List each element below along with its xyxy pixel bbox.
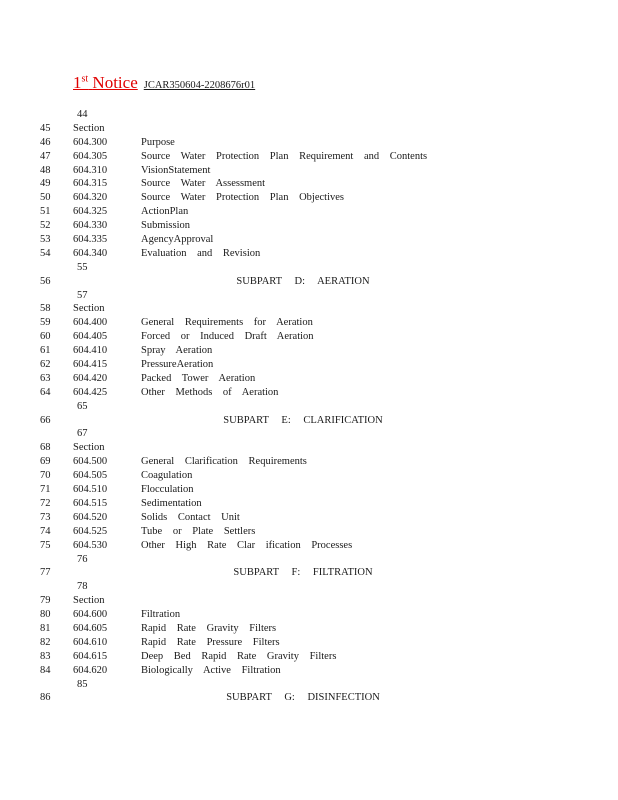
list-item (0, 441, 618, 455)
section-number: 604.405 (73, 331, 108, 343)
section-title: Evaluation and Revision (141, 247, 261, 259)
line-number: 68 (40, 442, 51, 454)
section-title: Submission (141, 220, 191, 232)
section-title: Solids Contact Unit (141, 511, 240, 523)
section-number: 604.510 (73, 484, 108, 496)
list-item (0, 386, 618, 400)
list-item (0, 469, 618, 483)
list-item (0, 261, 618, 275)
section-title: Flocculation (141, 484, 194, 496)
notice-ordinal-suffix: st (81, 73, 89, 85)
line-number: 70 (40, 470, 51, 482)
list-item (0, 414, 618, 428)
list-item (0, 483, 618, 497)
line-number: 84 (40, 664, 51, 676)
section-number: 604.610 (73, 636, 108, 648)
line-number: 74 (40, 525, 51, 537)
subpart-heading: SUBPART D: AERATION (236, 275, 370, 287)
line-number: 69 (40, 456, 51, 468)
section-title: Biologically Active Filtration (141, 664, 281, 676)
line-number: 51 (40, 206, 51, 218)
section-number: 604.420 (73, 372, 108, 384)
list-item (0, 344, 618, 358)
section-number: 604.410 (73, 345, 108, 357)
section-title: Deep Bed Rapid Rate Gravity Filters (141, 650, 337, 662)
line-number: 73 (40, 511, 51, 523)
list-item (0, 650, 618, 664)
section-title: Purpose (141, 136, 175, 148)
section-number: 604.330 (73, 220, 108, 232)
subpart-heading: SUBPART F: FILTRATION (233, 567, 373, 579)
section-number: 604.605 (73, 622, 108, 634)
line-number: 47 (40, 150, 51, 162)
line-number: 58 (40, 303, 51, 315)
line-number: 56 (40, 275, 51, 287)
section-label: Section (73, 122, 105, 134)
line-number: 77 (40, 567, 51, 579)
line-number: 49 (40, 178, 51, 190)
list-item (0, 108, 618, 122)
list-item (0, 358, 618, 372)
section-number: 604.310 (73, 164, 108, 176)
section-title: Other Methods of Aeration (141, 386, 279, 398)
list-item (0, 205, 618, 219)
line-number: 54 (40, 247, 51, 259)
unnumbered-line-number: 57 (77, 289, 88, 301)
line-number: 48 (40, 164, 51, 176)
section-title: PressureAeration (141, 359, 214, 371)
line-number: 45 (40, 122, 51, 134)
list-item (0, 553, 618, 567)
section-title: Source Water Assessment (141, 178, 266, 190)
line-number: 62 (40, 359, 51, 371)
line-number: 71 (40, 484, 51, 496)
list-item (0, 247, 618, 261)
list-item (0, 691, 618, 705)
list-item (0, 191, 618, 205)
subpart-heading: SUBPART E: CLARIFICATION (223, 414, 383, 426)
list-item (0, 608, 618, 622)
list-item (0, 330, 618, 344)
list-item (0, 289, 618, 303)
list-item (0, 316, 618, 330)
list-item (0, 233, 618, 247)
section-number: 604.615 (73, 650, 108, 662)
section-number: 604.600 (73, 609, 108, 621)
document-id: JCAR350604-2208676r01 (143, 80, 256, 91)
section-title: Source Water Protection Plan Requirement and Contents (141, 150, 428, 162)
list-item (0, 664, 618, 678)
unnumbered-line-number: 65 (77, 400, 88, 412)
section-number: 604.320 (73, 192, 108, 204)
line-number: 61 (40, 345, 51, 357)
section-title: Spray Aeration (141, 345, 213, 357)
line-number: 64 (40, 386, 51, 398)
line-number: 75 (40, 539, 51, 551)
line-number: 46 (40, 136, 51, 148)
section-title: Sedimentation (141, 497, 202, 509)
unnumbered-line-number: 55 (77, 261, 88, 273)
section-number: 604.325 (73, 206, 108, 218)
section-number: 604.500 (73, 456, 108, 468)
list-item (0, 219, 618, 233)
section-title: Rapid Rate Gravity Filters (141, 622, 277, 634)
list-item (0, 539, 618, 553)
section-number: 604.340 (73, 247, 108, 259)
list-item (0, 636, 618, 650)
list-item (0, 497, 618, 511)
list-item (0, 525, 618, 539)
section-title: VisionStatement (141, 164, 211, 176)
section-label: Section (73, 442, 105, 454)
section-number: 604.335 (73, 234, 108, 246)
line-number: 52 (40, 220, 51, 232)
section-title: General Requirements for Aeration (141, 317, 313, 329)
line-number: 63 (40, 372, 51, 384)
section-number: 604.415 (73, 359, 108, 371)
list-item (0, 164, 618, 178)
section-label: Section (73, 303, 105, 315)
list-item (0, 275, 618, 289)
list-item (0, 427, 618, 441)
list-item (0, 372, 618, 386)
line-number: 81 (40, 622, 51, 634)
notice-header (73, 73, 255, 93)
subpart-heading: SUBPART G: DISINFECTION (226, 692, 380, 704)
list-item (0, 136, 618, 150)
list-item (0, 400, 618, 414)
list-item (0, 302, 618, 316)
section-title: General Clarification Requirements (141, 456, 307, 468)
list-item (0, 150, 618, 164)
list-item (0, 566, 618, 580)
section-number: 604.300 (73, 136, 108, 148)
table-of-contents (0, 108, 618, 705)
list-item (0, 122, 618, 136)
line-number: 80 (40, 609, 51, 621)
list-item (0, 455, 618, 469)
section-number: 604.520 (73, 511, 108, 523)
unnumbered-line-number: 85 (77, 678, 88, 690)
line-number: 59 (40, 317, 51, 329)
line-number: 60 (40, 331, 51, 343)
section-title: AgencyApproval (141, 234, 214, 246)
section-title: Other High Rate Clar ification Processes (141, 539, 353, 551)
section-title: Packed Tower Aeration (141, 372, 256, 384)
line-number: 50 (40, 192, 51, 204)
section-title: Forced or Induced Draft Aeration (141, 331, 314, 343)
section-title: Source Water Protection Plan Objectives (141, 192, 344, 204)
section-number: 604.515 (73, 497, 108, 509)
section-number: 604.425 (73, 386, 108, 398)
list-item (0, 177, 618, 191)
list-item (0, 622, 618, 636)
line-number: 82 (40, 636, 51, 648)
section-number: 604.305 (73, 150, 108, 162)
notice-ordinal: 1 (73, 73, 82, 92)
section-number: 604.505 (73, 470, 108, 482)
section-number: 604.525 (73, 525, 108, 537)
line-number: 53 (40, 234, 51, 246)
notice-title (73, 73, 138, 92)
line-number: 79 (40, 595, 51, 607)
section-title: Tube or Plate Settlers (141, 525, 256, 537)
section-number: 604.620 (73, 664, 108, 676)
unnumbered-line-number: 44 (77, 109, 88, 120)
section-number: 604.400 (73, 317, 108, 329)
section-title: Coagulation (141, 470, 193, 482)
notice-word: Notice (92, 73, 138, 92)
line-number: 83 (40, 650, 51, 662)
section-number: 604.315 (73, 178, 108, 190)
unnumbered-line-number: 67 (77, 428, 88, 440)
list-item (0, 511, 618, 525)
line-number: 72 (40, 497, 51, 509)
section-title: ActionPlan (141, 206, 189, 218)
section-number: 604.530 (73, 539, 108, 551)
unnumbered-line-number: 78 (77, 581, 88, 593)
list-item (0, 678, 618, 692)
list-item (0, 594, 618, 608)
section-title: Rapid Rate Pressure Filters (141, 636, 280, 648)
line-number: 66 (40, 414, 51, 426)
unnumbered-line-number: 76 (77, 553, 88, 565)
section-title: Filtration (141, 609, 181, 621)
line-number: 86 (40, 692, 51, 704)
section-label: Section (73, 595, 105, 607)
list-item (0, 580, 618, 594)
